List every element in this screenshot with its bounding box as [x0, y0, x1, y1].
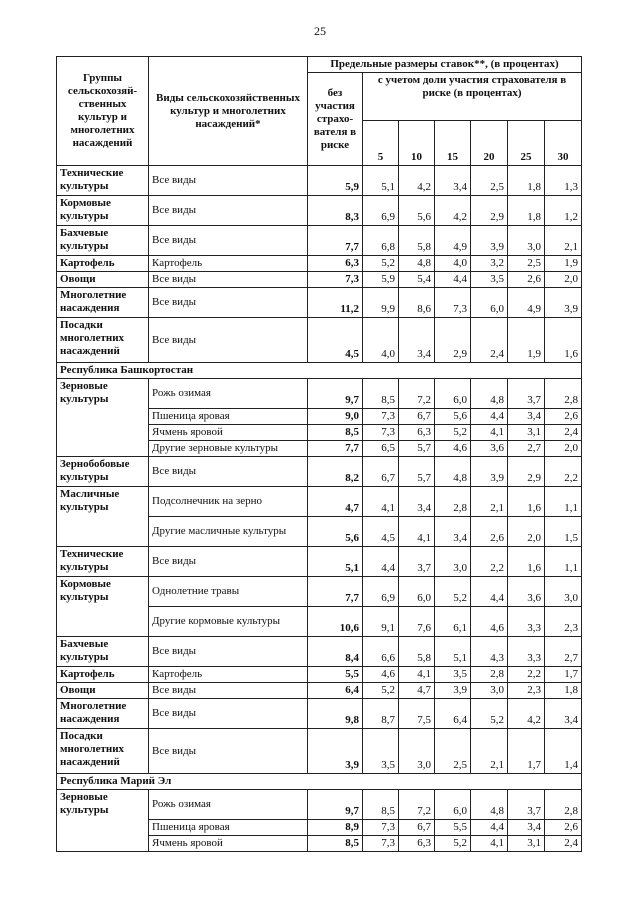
rate-with-share: 3,4 [435, 166, 471, 196]
table-row [57, 379, 582, 409]
rate-with-share: 1,9 [508, 318, 545, 363]
rate-with-share: 2,2 [508, 667, 545, 683]
rate-with-share: 4,2 [435, 196, 471, 226]
table-header [57, 57, 582, 166]
rate-with-share: 2,3 [508, 683, 545, 699]
crop-kind: Все виды [149, 288, 308, 318]
rate-with-share: 4,8 [435, 457, 471, 487]
rate-with-share: 4,6 [435, 441, 471, 457]
rate-without-participation: 5,9 [308, 166, 363, 196]
rate-with-share: 1,1 [545, 487, 582, 517]
rate-with-share: 2,2 [545, 457, 582, 487]
crop-kind: Другие кормовые культуры [149, 607, 308, 637]
rate-with-share: 6,0 [471, 288, 508, 318]
rate-with-share: 3,3 [508, 637, 545, 667]
crop-kind: Все виды [149, 699, 308, 729]
crop-group: Кормовые культуры [57, 577, 149, 637]
rate-with-share: 5,6 [435, 409, 471, 425]
rate-with-share: 4,0 [435, 256, 471, 272]
rate-with-share: 4,1 [363, 487, 399, 517]
rate-with-share: 2,4 [471, 318, 508, 363]
rate-with-share: 4,4 [471, 409, 508, 425]
table-row [57, 457, 582, 487]
rate-with-share: 3,4 [545, 699, 582, 729]
rate-with-share: 8,6 [399, 288, 435, 318]
rate-with-share: 5,5 [435, 820, 471, 836]
rate-without-participation: 6,4 [308, 683, 363, 699]
rate-with-share: 7,6 [399, 607, 435, 637]
crop-group: Посадки многолетних насаждений [57, 318, 149, 363]
rate-with-share: 4,9 [508, 288, 545, 318]
rate-with-share: 5,2 [435, 425, 471, 441]
rate-with-share: 4,3 [471, 637, 508, 667]
table-row [57, 487, 582, 517]
rate-with-share: 2,9 [508, 457, 545, 487]
rate-with-share: 3,3 [508, 607, 545, 637]
rate-with-share: 5,2 [363, 683, 399, 699]
rate-with-share: 3,9 [545, 288, 582, 318]
rate-with-share: 4,1 [399, 667, 435, 683]
rate-with-share: 1,8 [508, 196, 545, 226]
rate-with-share: 1,4 [545, 729, 582, 774]
rate-with-share: 6,0 [435, 379, 471, 409]
crop-group: Бахчевые культуры [57, 226, 149, 256]
crop-kind: Все виды [149, 637, 308, 667]
header-share: 20 [471, 121, 508, 166]
crop-group: Посадки многолетних насаждений [57, 729, 149, 774]
rate-with-share: 2,9 [471, 196, 508, 226]
crop-group: Картофель [57, 667, 149, 683]
rate-with-share: 2,3 [545, 607, 582, 637]
page-number: 25 [314, 24, 326, 38]
rate-with-share: 2,8 [545, 379, 582, 409]
crop-group: Овощи [57, 272, 149, 288]
rate-with-share: 3,4 [399, 318, 435, 363]
rate-with-share: 1,8 [508, 166, 545, 196]
insurance-rates-table [56, 56, 582, 852]
rate-with-share: 5,2 [471, 699, 508, 729]
crop-kind: Пшеница яровая [149, 820, 308, 836]
header-with-participation: с учетом доли участия страхователя в риске (в процентах) [363, 73, 582, 121]
rate-with-share: 4,2 [399, 166, 435, 196]
rate-with-share: 2,5 [471, 166, 508, 196]
rate-with-share: 2,6 [508, 272, 545, 288]
rate-without-participation: 5,5 [308, 667, 363, 683]
rate-with-share: 5,8 [399, 226, 435, 256]
crop-kind: Пшеница яровая [149, 409, 308, 425]
rate-with-share: 5,9 [363, 272, 399, 288]
rate-with-share: 1,7 [508, 729, 545, 774]
rate-with-share: 2,1 [545, 226, 582, 256]
rate-with-share: 8,7 [363, 699, 399, 729]
header-without-participation: без участия страхо-вателя в риске [308, 73, 363, 166]
crop-kind: Однолетние травы [149, 577, 308, 607]
rate-without-participation: 8,5 [308, 836, 363, 852]
rate-with-share: 5,2 [435, 836, 471, 852]
crop-kind: Все виды [149, 166, 308, 196]
rate-with-share: 2,9 [435, 318, 471, 363]
rate-with-share: 3,9 [471, 226, 508, 256]
header-share: 25 [508, 121, 545, 166]
rate-with-share: 4,9 [435, 226, 471, 256]
rate-with-share: 2,6 [545, 409, 582, 425]
rate-with-share: 4,1 [399, 517, 435, 547]
rate-with-share: 6,7 [399, 820, 435, 836]
rate-without-participation: 7,3 [308, 272, 363, 288]
rate-with-share: 2,8 [435, 487, 471, 517]
rate-with-share: 9,1 [363, 607, 399, 637]
crop-group: Овощи [57, 683, 149, 699]
rate-with-share: 6,0 [399, 577, 435, 607]
crop-kind: Все виды [149, 196, 308, 226]
rate-with-share: 4,8 [399, 256, 435, 272]
rate-with-share: 4,7 [399, 683, 435, 699]
crop-kind: Все виды [149, 729, 308, 774]
rate-with-share: 4,1 [471, 425, 508, 441]
rate-with-share: 3,2 [471, 256, 508, 272]
crop-group: Технические культуры [57, 547, 149, 577]
table-row [57, 729, 582, 774]
rate-with-share: 4,1 [471, 836, 508, 852]
crop-group: Многолетние насаждения [57, 288, 149, 318]
rate-with-share: 2,8 [471, 667, 508, 683]
rate-with-share: 2,0 [508, 517, 545, 547]
crop-kind: Картофель [149, 256, 308, 272]
rate-with-share: 3,9 [471, 457, 508, 487]
crop-kind: Другие масличные культуры [149, 517, 308, 547]
crop-kind: Рожь озимая [149, 379, 308, 409]
rate-with-share: 1,6 [508, 487, 545, 517]
table-row [57, 256, 582, 272]
rate-with-share: 1,7 [545, 667, 582, 683]
rate-with-share: 3,4 [508, 820, 545, 836]
rate-with-share: 3,5 [471, 272, 508, 288]
rate-with-share: 5,2 [363, 256, 399, 272]
crop-kind: Все виды [149, 226, 308, 256]
rate-with-share: 5,1 [363, 166, 399, 196]
table-row [57, 667, 582, 683]
rate-with-share: 3,5 [363, 729, 399, 774]
rate-without-participation: 9,0 [308, 409, 363, 425]
rate-with-share: 6,7 [363, 457, 399, 487]
rate-with-share: 3,0 [471, 683, 508, 699]
rate-with-share: 2,8 [545, 790, 582, 820]
crop-kind: Подсолнечник на зерно [149, 487, 308, 517]
rate-with-share: 3,0 [435, 547, 471, 577]
crop-group: Масличные культуры [57, 487, 149, 547]
rate-with-share: 2,5 [508, 256, 545, 272]
rate-with-share: 7,3 [363, 409, 399, 425]
rate-with-share: 6,0 [435, 790, 471, 820]
table-row [57, 577, 582, 607]
rate-without-participation: 7,7 [308, 577, 363, 607]
rate-with-share: 1,2 [545, 196, 582, 226]
rate-with-share: 5,4 [399, 272, 435, 288]
rate-with-share: 4,4 [471, 820, 508, 836]
rate-with-share: 1,6 [508, 547, 545, 577]
header-share: 30 [545, 121, 582, 166]
rate-with-share: 6,1 [435, 607, 471, 637]
table-row [57, 318, 582, 363]
rate-with-share: 7,3 [363, 820, 399, 836]
rate-with-share: 4,6 [471, 607, 508, 637]
rate-with-share: 2,4 [545, 425, 582, 441]
table-row [57, 699, 582, 729]
rate-with-share: 2,6 [471, 517, 508, 547]
rate-without-participation: 3,9 [308, 729, 363, 774]
rate-with-share: 7,2 [399, 790, 435, 820]
rate-with-share: 3,7 [508, 790, 545, 820]
rate-with-share: 2,1 [471, 729, 508, 774]
rate-with-share: 4,0 [363, 318, 399, 363]
rate-with-share: 6,5 [363, 441, 399, 457]
rate-with-share: 3,7 [399, 547, 435, 577]
region-title: Республика Башкортостан [57, 363, 582, 379]
rate-with-share: 2,4 [545, 836, 582, 852]
rate-with-share: 6,8 [363, 226, 399, 256]
rate-with-share: 3,4 [508, 409, 545, 425]
rate-without-participation: 4,7 [308, 487, 363, 517]
rate-with-share: 1,8 [545, 683, 582, 699]
rate-with-share: 3,1 [508, 836, 545, 852]
rate-with-share: 5,8 [399, 637, 435, 667]
crop-kind: Другие зерновые культуры [149, 441, 308, 457]
table-row [57, 637, 582, 667]
crop-group: Зерновые культуры [57, 790, 149, 852]
rate-with-share: 2,0 [545, 441, 582, 457]
rate-with-share: 4,5 [363, 517, 399, 547]
rate-without-participation: 8,5 [308, 425, 363, 441]
rate-with-share: 3,4 [435, 517, 471, 547]
rate-without-participation: 7,7 [308, 226, 363, 256]
rate-with-share: 4,2 [508, 699, 545, 729]
table-row [57, 288, 582, 318]
rate-with-share: 6,3 [399, 836, 435, 852]
rate-with-share: 1,6 [545, 318, 582, 363]
crop-kind: Ячмень яровой [149, 836, 308, 852]
rate-with-share: 8,5 [363, 379, 399, 409]
crop-group: Картофель [57, 256, 149, 272]
table-row [57, 683, 582, 699]
rate-with-share: 7,3 [363, 836, 399, 852]
header-share: 15 [435, 121, 471, 166]
table-row [57, 196, 582, 226]
rate-with-share: 2,1 [471, 487, 508, 517]
rate-with-share: 3,1 [508, 425, 545, 441]
rate-with-share: 7,2 [399, 379, 435, 409]
crop-kind: Все виды [149, 547, 308, 577]
crop-group: Зернобобовые культуры [57, 457, 149, 487]
rate-with-share: 3,0 [545, 577, 582, 607]
region-title: Республика Марий Эл [57, 774, 582, 790]
table-row [57, 790, 582, 820]
rate-with-share: 3,7 [508, 379, 545, 409]
rate-with-share: 1,5 [545, 517, 582, 547]
table-row [57, 547, 582, 577]
rate-without-participation: 9,8 [308, 699, 363, 729]
crop-kind: Все виды [149, 457, 308, 487]
rate-with-share: 6,4 [435, 699, 471, 729]
rate-without-participation: 5,1 [308, 547, 363, 577]
rate-without-participation: 6,3 [308, 256, 363, 272]
rate-with-share: 5,7 [399, 457, 435, 487]
crop-group: Технические культуры [57, 166, 149, 196]
rate-with-share: 1,3 [545, 166, 582, 196]
rate-with-share: 3,9 [435, 683, 471, 699]
crop-kind: Картофель [149, 667, 308, 683]
rate-with-share: 3,0 [508, 226, 545, 256]
crop-group: Бахчевые культуры [57, 637, 149, 667]
rate-without-participation: 9,7 [308, 790, 363, 820]
rate-with-share: 4,6 [363, 667, 399, 683]
crop-group: Зерновые культуры [57, 379, 149, 457]
rate-without-participation: 8,4 [308, 637, 363, 667]
rate-with-share: 5,1 [435, 637, 471, 667]
rate-with-share: 6,3 [399, 425, 435, 441]
rate-with-share: 5,7 [399, 441, 435, 457]
header-share: 5 [363, 121, 399, 166]
table-row [57, 166, 582, 196]
rate-with-share: 2,7 [508, 441, 545, 457]
rate-with-share: 6,6 [363, 637, 399, 667]
crop-kind: Все виды [149, 683, 308, 699]
rate-with-share: 4,4 [471, 577, 508, 607]
crop-kind: Рожь озимая [149, 790, 308, 820]
rate-with-share: 9,9 [363, 288, 399, 318]
rate-with-share: 8,5 [363, 790, 399, 820]
rate-with-share: 7,5 [399, 699, 435, 729]
rate-without-participation: 9,7 [308, 379, 363, 409]
rate-without-participation: 10,6 [308, 607, 363, 637]
rate-with-share: 4,4 [363, 547, 399, 577]
header-kind: Виды сельскохозяйственных культур и многолетних насаждений* [149, 57, 308, 166]
rate-with-share: 1,1 [545, 547, 582, 577]
rate-with-share: 7,3 [435, 288, 471, 318]
rate-with-share: 6,9 [363, 196, 399, 226]
rate-without-participation: 8,2 [308, 457, 363, 487]
table-body [57, 166, 582, 852]
rate-with-share: 3,6 [471, 441, 508, 457]
crop-group: Кормовые культуры [57, 196, 149, 226]
rate-with-share: 3,0 [399, 729, 435, 774]
rate-with-share: 2,6 [545, 820, 582, 836]
rate-without-participation: 11,2 [308, 288, 363, 318]
rate-with-share: 5,6 [399, 196, 435, 226]
rate-with-share: 3,4 [399, 487, 435, 517]
region-row [57, 363, 582, 379]
crop-kind: Все виды [149, 318, 308, 363]
rate-with-share: 2,7 [545, 637, 582, 667]
rate-with-share: 6,9 [363, 577, 399, 607]
crop-kind: Все виды [149, 272, 308, 288]
crop-kind: Ячмень яровой [149, 425, 308, 441]
region-row [57, 774, 582, 790]
table-row [57, 272, 582, 288]
rate-with-share: 4,4 [435, 272, 471, 288]
rate-without-participation: 5,6 [308, 517, 363, 547]
header-group: Группы сельскохозяй-ственных культур и многолетних насаждений [57, 57, 149, 166]
rate-with-share: 5,2 [435, 577, 471, 607]
header-rates: Предельные размеры ставок**, (в процентах) [308, 57, 582, 73]
rate-with-share: 4,8 [471, 379, 508, 409]
rate-with-share: 2,0 [545, 272, 582, 288]
rate-with-share: 1,9 [545, 256, 582, 272]
rate-without-participation: 7,7 [308, 441, 363, 457]
rate-with-share: 3,6 [508, 577, 545, 607]
table-row [57, 226, 582, 256]
rate-with-share: 7,3 [363, 425, 399, 441]
rate-without-participation: 4,5 [308, 318, 363, 363]
rate-with-share: 2,2 [471, 547, 508, 577]
rate-with-share: 4,8 [471, 790, 508, 820]
crop-group: Многолетние насаждения [57, 699, 149, 729]
header-share: 10 [399, 121, 435, 166]
rate-with-share: 2,5 [435, 729, 471, 774]
rate-with-share: 6,7 [399, 409, 435, 425]
rate-without-participation: 8,9 [308, 820, 363, 836]
rate-without-participation: 8,3 [308, 196, 363, 226]
rate-with-share: 3,5 [435, 667, 471, 683]
